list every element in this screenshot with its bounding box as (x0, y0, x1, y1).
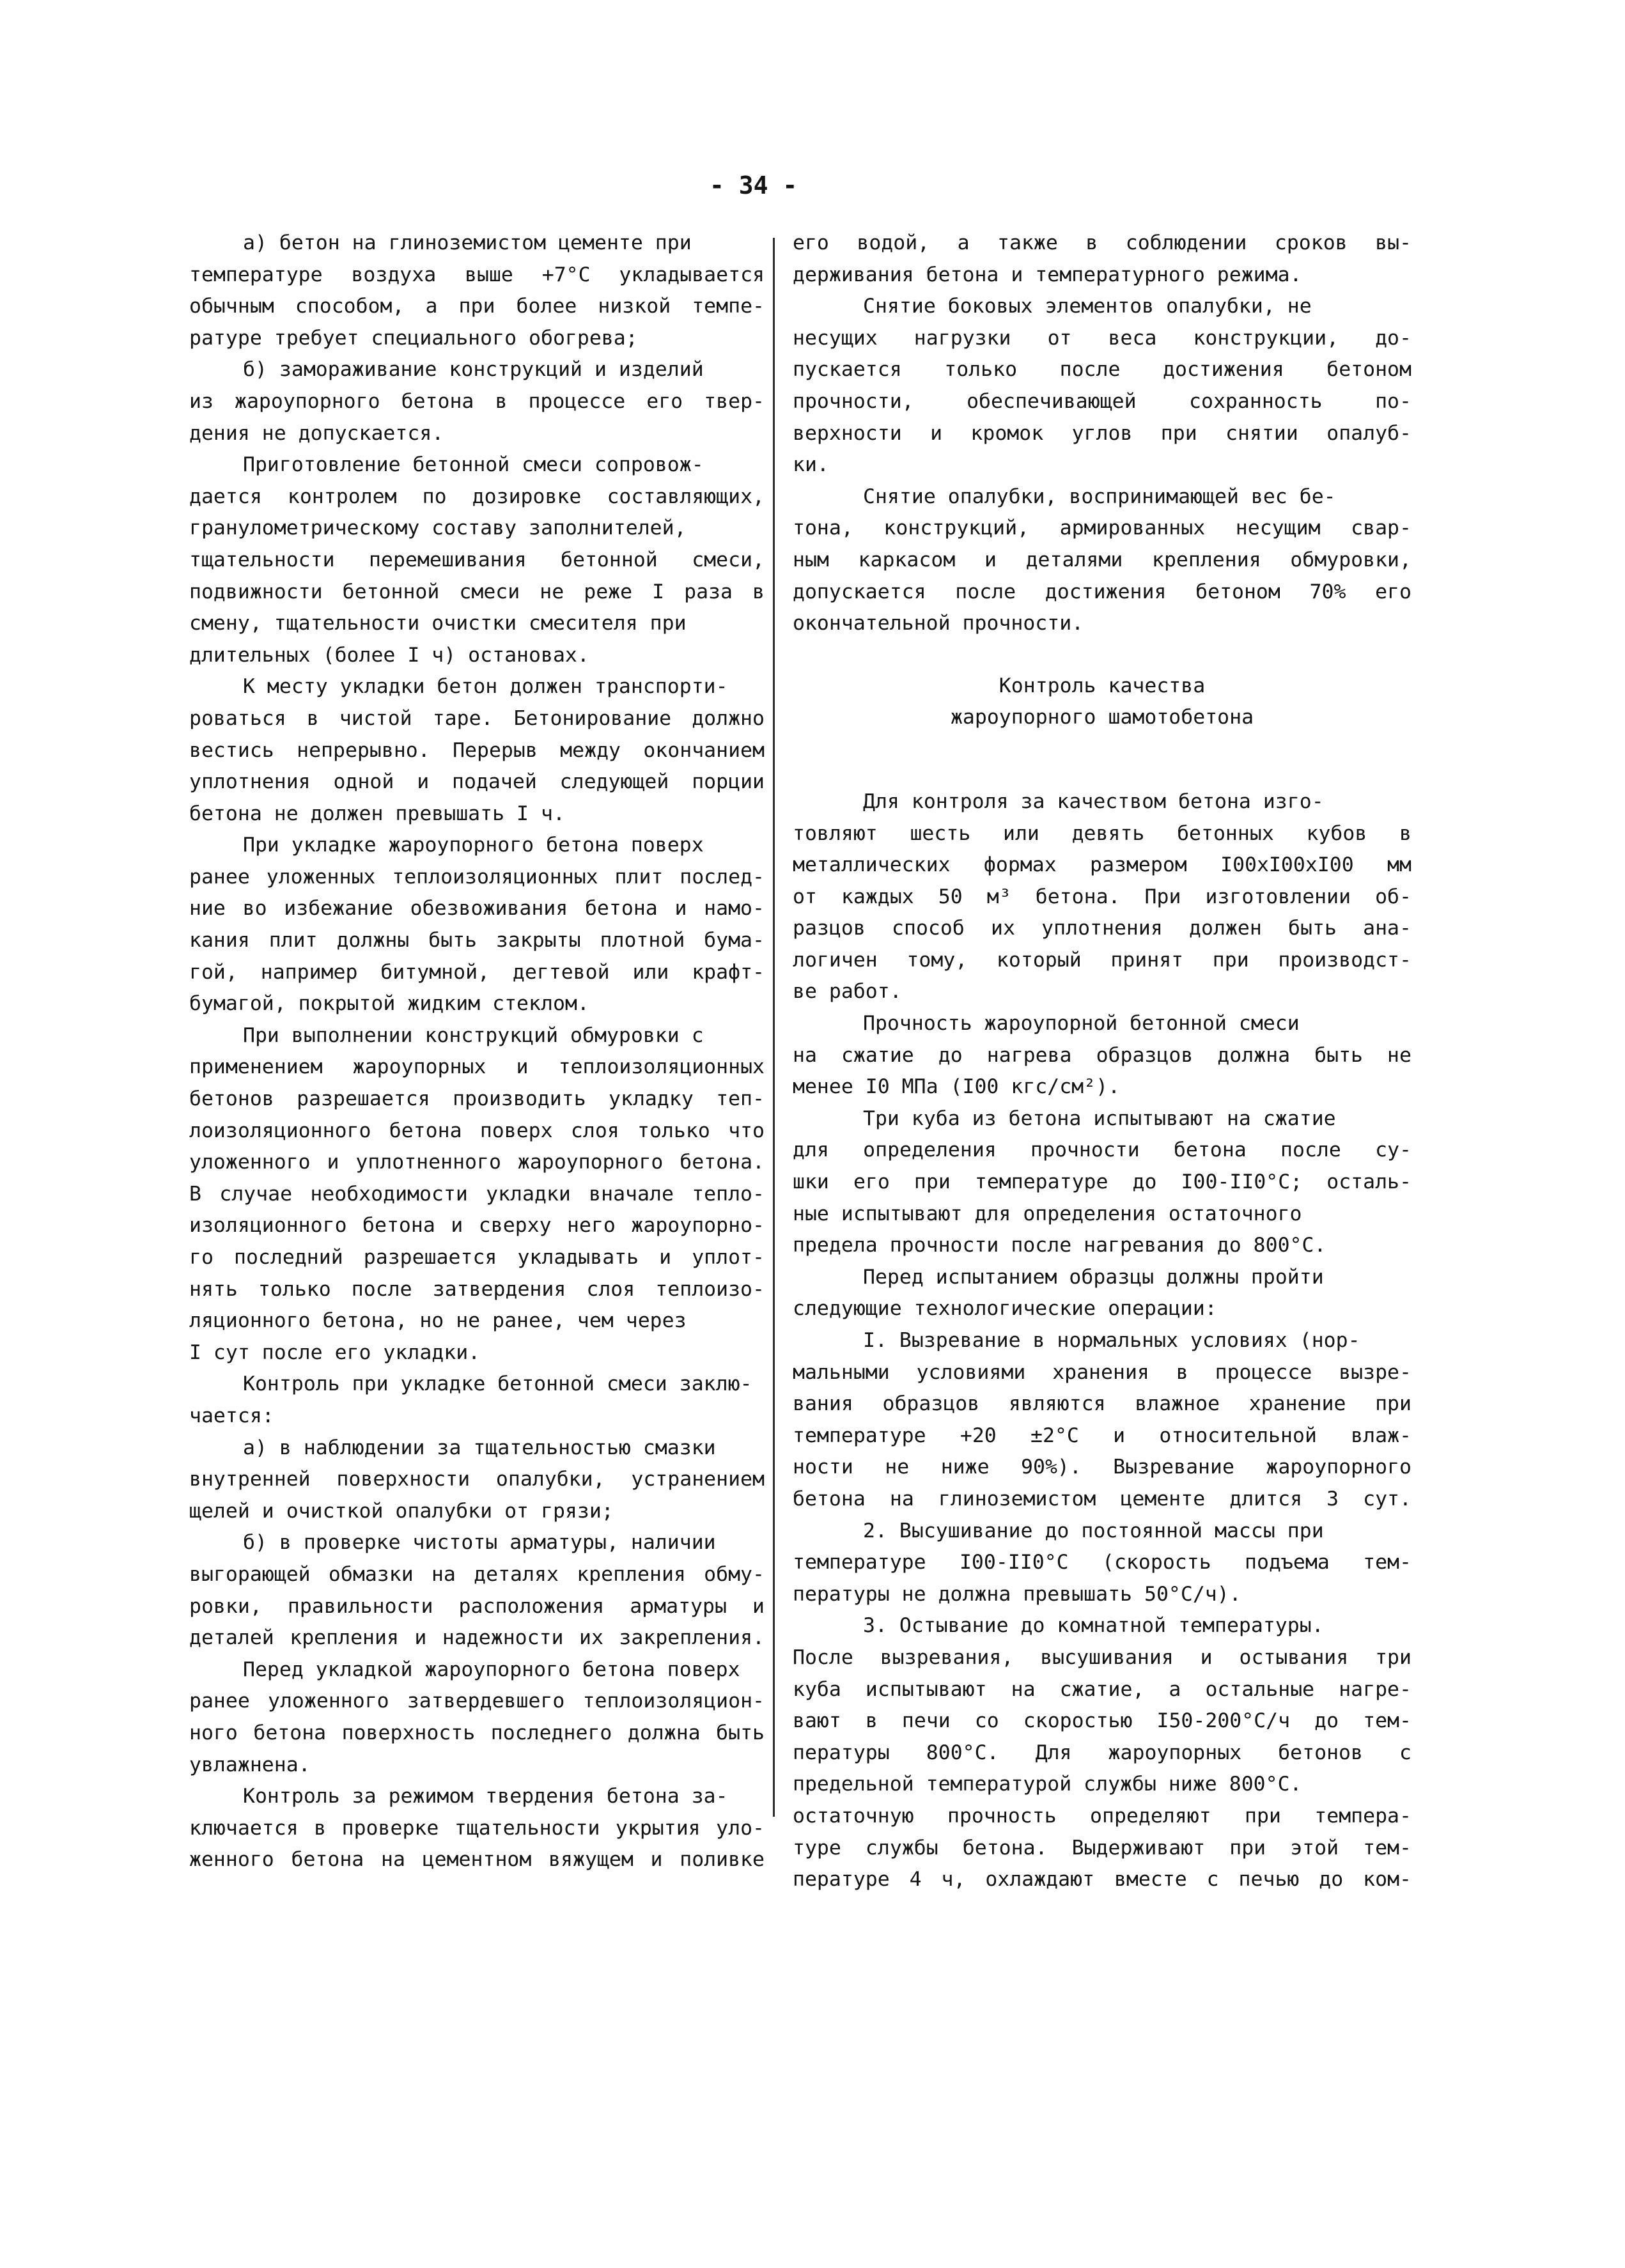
text-line: б) в проверке чистоты арматуры, наличии (243, 1531, 716, 1555)
text-line: обычным способом, а при более низкой темпе- (189, 295, 765, 318)
text-line: лоизоляционного бетона поверх слоя только что (189, 1119, 765, 1142)
text-line: Приготовление бетонной смеси сопровож- (243, 453, 704, 477)
text-line: металлических формах размером I00xI00xI00 мм (793, 853, 1411, 877)
text-line: вают в печи со скоростью I50-200°С/ч до тем- (793, 1709, 1411, 1733)
text-line: гранулометрическому составу заполнителей, (189, 517, 687, 540)
text-line: допускается после достижения бетоном 70% его (793, 580, 1411, 603)
text-line: Контроль за режимом твердения бетона за- (243, 1785, 728, 1808)
text-line: дения не допускается. (189, 421, 444, 445)
right-column (793, 228, 1411, 1896)
text-line: куба испытывают на сжатие, а остальные нагре- (793, 1677, 1411, 1701)
text-line: Для контроля за качеством бетона изго- (863, 789, 1324, 813)
text-line: шки его при температуре до I00-II0°С; осталь- (793, 1170, 1411, 1194)
text-line: бетонов разрешается производить укладку теп- (189, 1087, 765, 1111)
text-line: б) замораживание конструкций и изделий (243, 358, 704, 382)
text-line: держивания бетона и температурного режима. (793, 263, 1302, 286)
text-line: на сжатие до нагрева образцов должна быть не (793, 1043, 1411, 1067)
text-line: ранее уложенного затвердевшего теплоизоляцион- (189, 1689, 765, 1713)
text-line: 2. Высушивание до постоянной массы при (863, 1519, 1324, 1542)
text-line: предельной температурой службы ниже 800°С. (793, 1773, 1302, 1796)
text-line: В случае необходимости укладки вначале тепло- (189, 1182, 765, 1206)
text-line: выгорающей обмазки на деталях крепления обму- (189, 1562, 765, 1586)
text-line: туре службы бетона. Выдерживают при этой тем- (793, 1836, 1411, 1860)
left-column (189, 228, 765, 1876)
text-line: 3. Остывание до комнатной температуры. (863, 1614, 1324, 1638)
text-line: а) бетон на глиноземистом цементе при (243, 231, 692, 254)
text-line: мальными условиями хранения в процессе вызре- (793, 1360, 1411, 1384)
text-line: ным каркасом и деталями крепления обмуровки, (793, 548, 1411, 571)
section-heading-line: Контроль качества (999, 674, 1206, 697)
text-line: остаточную прочность определяют при темпера- (793, 1804, 1411, 1828)
text-line: гой, например битумной, дегтевой или крафт- (189, 960, 765, 984)
section-heading-line: жароупорного шамотобетона (950, 706, 1254, 729)
text-line: его водой, а также в соблюдении сроков вы- (793, 231, 1411, 254)
text-line: Перед укладкой жароупорного бетона поверх (243, 1658, 740, 1681)
text-line: предела прочности после нагревания до 800°С. (793, 1234, 1326, 1257)
text-line: ности не ниже 90%). Вызревание жароупорного (793, 1456, 1411, 1479)
text-line: тщательности перемешивания бетонной смеси, (189, 548, 765, 571)
text-line: Снятие опалубки, воспринимающей вес бе- (863, 485, 1336, 508)
text-line: К месту укладки бетон должен транспорти- (243, 675, 728, 699)
text-line: пературы не должна превышать 50°С/ч). (793, 1582, 1241, 1606)
text-line: пускается только после достижения бетоном (793, 358, 1411, 382)
text-line: ные испытывают для определения остаточного (793, 1202, 1302, 1225)
text-line: уплотнения одной и подачей следующей порции (189, 770, 765, 794)
text-line: уложенного и уплотненного жароупорного бетона. (189, 1151, 765, 1174)
page-number: - 34 - (710, 171, 798, 199)
text-line: тона, конструкций, армированных несущим свар- (793, 517, 1411, 540)
column-divider (773, 238, 775, 1817)
text-line: ратуре требует специального обогрева; (189, 326, 638, 350)
text-line: длительных (более I ч) остановах. (189, 643, 589, 667)
text-line: го последний разрешается укладывать и уплот- (189, 1246, 765, 1269)
text-line: несущих нагрузки от веса конструкции, до- (793, 326, 1411, 350)
text-line: бумагой, покрытой жидким стеклом. (189, 992, 589, 1016)
paragraph-spacer (793, 640, 1411, 671)
text-line: температуре +20 ±2°С и относительной влаж- (793, 1424, 1411, 1447)
text-line: ние во избежание обезвоживания бетона и намо- (189, 897, 765, 920)
text-line: применением жароупорных и теплоизоляционных (189, 1055, 765, 1079)
text-line: деталей крепления и надежности их закрепления. (189, 1626, 765, 1650)
text-line: Прочность жароупорной бетонной смеси (863, 1012, 1300, 1036)
text-line: I сут после его укладки. (189, 1340, 481, 1364)
text-line: Снятие боковых элементов опалубки, не (863, 295, 1312, 318)
text-line: ключается в проверке тщательности укрытия уло- (189, 1816, 765, 1840)
text-line: ляционного бетона, но не ранее, чем через (189, 1309, 687, 1333)
text-line: товляют шесть или девять бетонных кубов в (793, 821, 1411, 845)
paragraph-spacer (793, 734, 1411, 786)
text-line: верхности и кромок углов при снятии опалуб- (793, 421, 1411, 445)
text-line: кания плит должны быть закрыты плотной бума- (189, 929, 765, 952)
text-line: температуре воздуха выше +7°С укладывается (189, 263, 765, 286)
text-line: ного бетона поверхность последнего должна быть (189, 1721, 765, 1744)
text-line: щелей и очисткой опалубки от грязи; (189, 1499, 614, 1523)
text-line: подвижности бетонной смеси не реже I раза в (189, 580, 765, 603)
text-line: пературы 800°С. Для жароупорных бетонов с (793, 1741, 1411, 1764)
text-line: логичен тому, который принят при производст- (793, 948, 1411, 972)
text-line: ве работ. (793, 980, 902, 1004)
text-line: изоляционного бетона и сверху него жароупорно- (189, 1214, 765, 1238)
text-line: бетона не должен превышать I ч. (189, 802, 565, 825)
text-line: дается контролем по дозировке составляющих, (189, 485, 765, 508)
text-line: Три куба из бетона испытывают на сжатие (863, 1107, 1336, 1130)
text-line: I. Вызревание в нормальных условиях (нор- (863, 1329, 1360, 1352)
text-line: окончательной прочности. (793, 612, 1084, 635)
text-line: увлажнена. (189, 1753, 311, 1776)
text-line: ранее уложенных теплоизоляционных плит послед- (189, 865, 765, 889)
text-line: следующие технологические операции: (793, 1297, 1217, 1321)
text-line: ки. (793, 453, 829, 477)
text-line: нять только после затвердения слоя теплоизо- (189, 1277, 765, 1301)
text-line: бетона на глиноземистом цементе длится 3 сут. (793, 1487, 1411, 1511)
text-line: температуре I00-II0°С (скорость подъема тем- (793, 1551, 1411, 1574)
text-line: женного бетона на цементном вяжущем и поливке (189, 1848, 765, 1872)
text-line: прочности, обеспечивающей сохранность по- (793, 389, 1411, 413)
text-line: После вызревания, высушивания и остывания три (793, 1645, 1411, 1669)
text-line: для определения прочности бетона после су- (793, 1138, 1411, 1162)
text-line: а) в наблюдении за тщательностью смазки (243, 1436, 716, 1459)
text-line: чается: (189, 1404, 274, 1427)
text-line: вания образцов являются влажное хранение при (793, 1392, 1411, 1416)
text-line: менее I0 МПа (I00 кгс/см²). (793, 1075, 1121, 1099)
text-line: разцов способ их уплотнения должен быть ана- (793, 917, 1411, 940)
text-line: от каждых 50 м³ бетона. При изготовлении об- (793, 885, 1411, 908)
text-line: пературе 4 ч, охлаждают вместе с печью до ком- (793, 1868, 1411, 1891)
text-line: смену, тщательности очистки смесителя при (189, 612, 687, 635)
text-line: При укладке жароупорного бетона поверх (243, 834, 704, 857)
text-line: Контроль при укладке бетонной смеси заклю- (243, 1372, 752, 1396)
text-line: внутренней поверхности опалубки, устранением (189, 1468, 765, 1491)
text-line: При выполнении конструкций обмуровки с (243, 1023, 704, 1047)
text-line: роваться в чистой таре. Бетонирование должно (189, 706, 765, 730)
text-line: Перед испытанием образцы должны пройти (863, 1265, 1324, 1289)
text-line: ровки, правильности расположения арматуры и (189, 1594, 765, 1618)
text-line: вестись непрерывно. Перерыв между окончанием (189, 738, 765, 762)
text-line: из жароупорного бетона в процессе его твер- (189, 389, 765, 413)
